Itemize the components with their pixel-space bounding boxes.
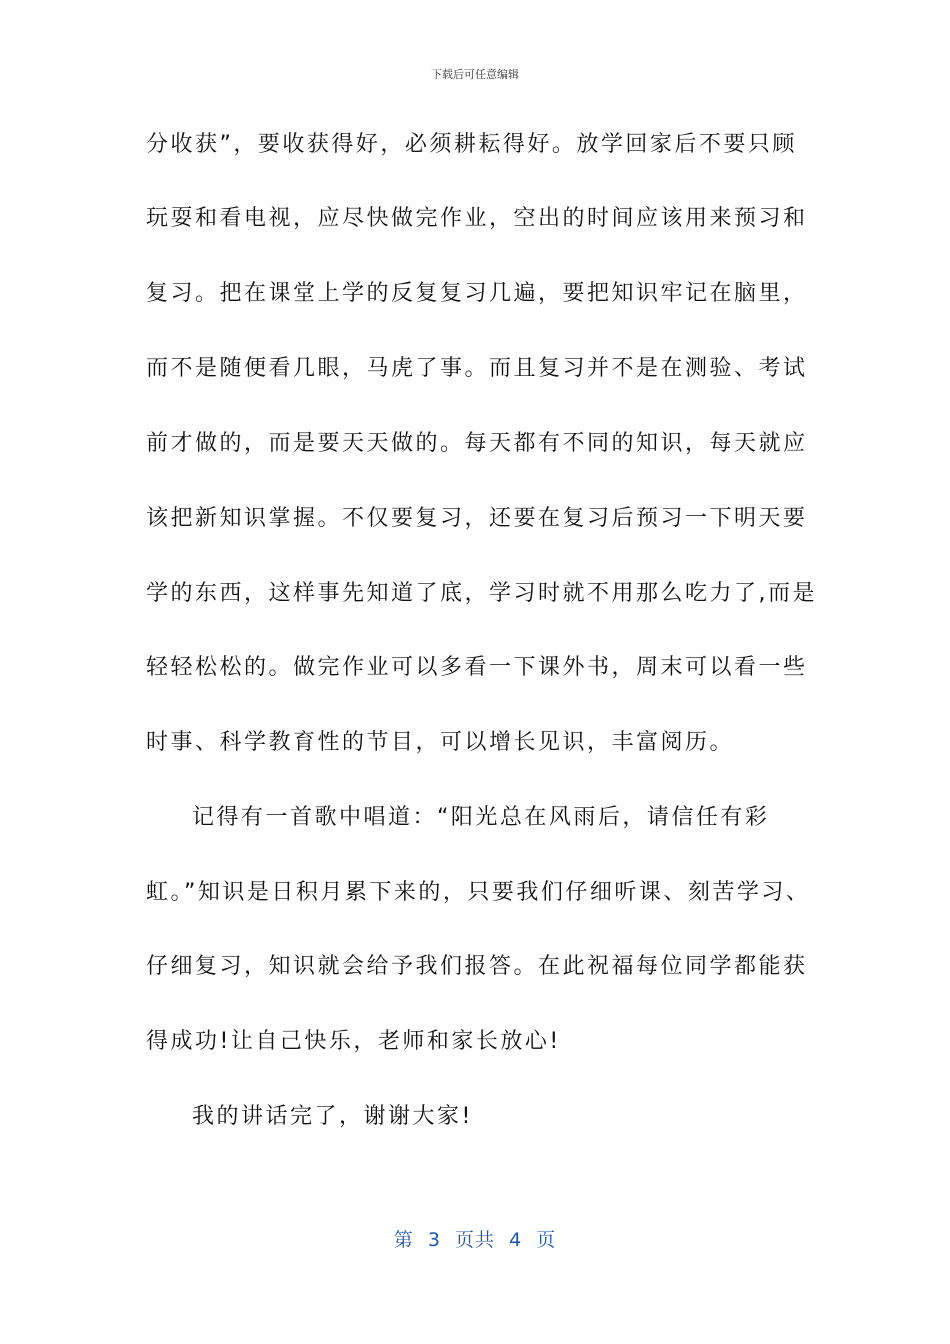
text-line-indented: 我的讲话完了，谢谢大家!: [192, 1104, 473, 1129]
text-line: 轻轻松松的。做完作业可以多看一下课外书，周末可以看一些: [146, 655, 808, 680]
text-line: 而不是随便看几眼，马虎了事。而且复习并不是在测验、考试: [146, 356, 808, 381]
text-line: 分收获”，要收获得好，必须耕耘得好。放学回家后不要只顾: [146, 132, 797, 157]
text-line: 时事、科学教育性的节目，可以增长见识，丰富阅历。: [146, 730, 735, 755]
text-line: 前才做的，而是要天天做的。每天都有不同的知识，每天就应: [146, 431, 808, 456]
text-line: 玩耍和看电视，应尽快做完作业，空出的时间应该用来预习和: [146, 206, 808, 231]
page-header: 下载后可任意编辑: [431, 68, 519, 81]
text-line: 学的东西，这样事先知道了底，学习时就不用那么吃力了,而是: [146, 581, 817, 606]
text-line: 复习。把在课堂上学的反复复习几遍，要把知识牢记在脑里，: [146, 281, 808, 306]
text-line: 虹。”知识是日积月累下来的，只要我们仔细听课、刻苦学习、: [146, 880, 811, 905]
text-line: 该把新知识掌握。不仅要复习，还要在复习后预习一下明天要: [146, 506, 808, 531]
text-line: 得成功!让自己快乐，老师和家长放心!: [146, 1029, 561, 1054]
text-line: 仔细复习，知识就会给予我们报答。在此祝福每位同学都能获: [146, 954, 808, 979]
page-footer: 第 3 页共 4 页: [393, 1229, 557, 1251]
text-line-indented: 记得有一首歌中唱道：“阳光总在风雨后，请信任有彩: [192, 805, 770, 830]
